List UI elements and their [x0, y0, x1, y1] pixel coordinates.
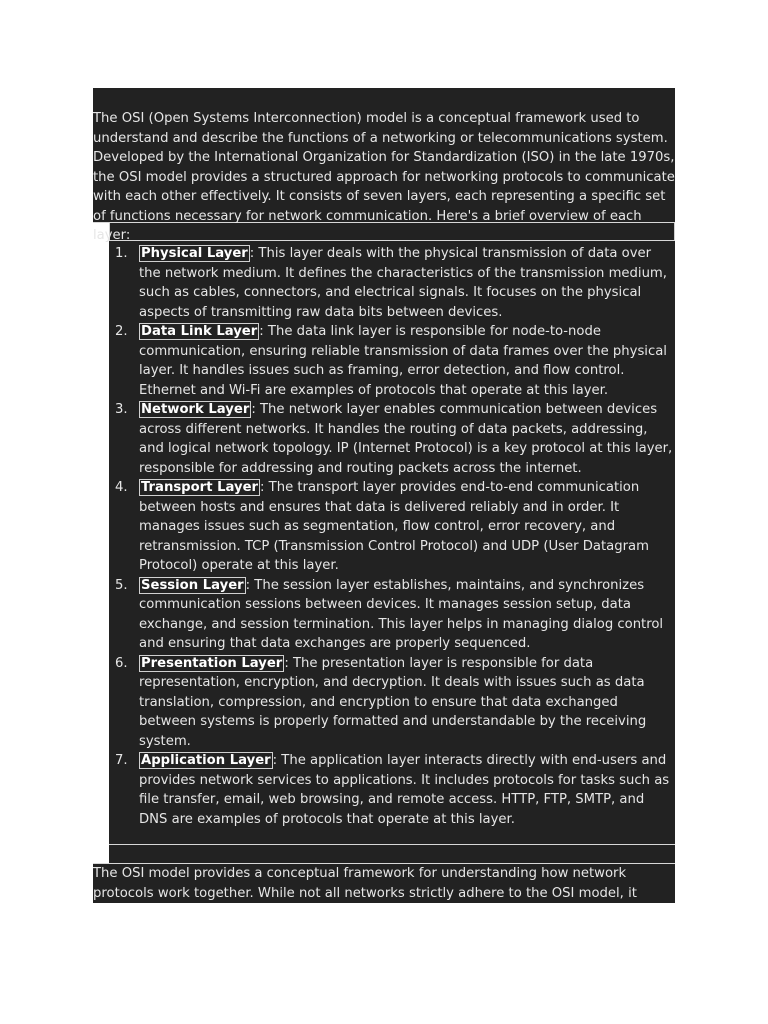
- intro-block: [93, 88, 675, 243]
- layers-list-block: [109, 240, 675, 845]
- item-number: 6.: [115, 655, 128, 671]
- layer-description: : The session layer establishes, maintains, and synchronizes communication sessions between devices. It manages session setup, data exchange, and session termination. This layer helps in managing dialog control and ensuring that data exchanges are properly sequenced.: [139, 577, 664, 651]
- item-number: 7.: [115, 753, 128, 768]
- item-number: 4.: [115, 480, 128, 495]
- layer-term: Session Layer: [141, 577, 244, 593]
- layer-description: : This layer deals with the physical transmission of data over the network medium. It defines the characteristics of the transmission medium, such as cables, connectors, and electrical signals. It focuses on the physical aspects of transmitting raw data bits between devices.: [139, 246, 667, 320]
- outro-block: [93, 863, 675, 903]
- list-item: [109, 244, 675, 322]
- layer-term: Physical Layer: [141, 246, 248, 261]
- item-number: 1.: [115, 246, 128, 261]
- layer-description: : The transport layer provides end-to-end communication between hosts and ensures that data is delivered reliably and in order. It manages issues such as segmentation, flow control, error recovery, and retransmission. TCP (Transmission Control Protocol) and UDP (User Datagram Protocol) operate at this layer.: [139, 480, 649, 573]
- layers-list: [109, 244, 675, 829]
- layer-description: : The network layer enables communication between devices across different networks. It handles the routing of data packets, addressing, and logical network topology. IP (Internet Protocol) is a key protocol at this layer, responsible for addressing and routing packets across the internet.: [139, 402, 673, 476]
- intro-paragraph: The OSI (Open Systems Interconnection) model is a conceptual framework used to understand and describe the functions of a networking or telecommunications system. Developed by the International Organization for Standardization (ISO) in the late 1970s, the OSI model provides a structured approach for networking protocols to communicate with each other effectively. It consists of seven layers, each representing a specific set of functions necessary for network communication. Here's a brief overview of each layer:: [93, 111, 675, 243]
- layer-description: : The application layer interacts directly with end-users and provides network services to applications. It includes protocols for tasks such as file transfer, email, web browsing, and remote access. HTTP, FTP, SMTP, and DNS are examples of protocols that operate at this layer.: [139, 753, 670, 827]
- spacer: [109, 845, 675, 863]
- list-item: [109, 576, 675, 654]
- layer-term: Application Layer: [141, 753, 271, 768]
- item-number: 5.: [115, 577, 128, 593]
- item-number: 3.: [115, 402, 128, 417]
- list-item: [109, 400, 675, 478]
- list-item: [109, 654, 675, 752]
- list-item: [109, 478, 675, 576]
- layer-term: Presentation Layer: [141, 655, 283, 671]
- item-number: 2.: [115, 324, 128, 339]
- list-item: [109, 751, 675, 829]
- layer-description: : The data link layer is responsible for node-to-node communication, ensuring reliable transmission of data frames over the physical layer. It handles issues such as framing, error detection, and flow control. Ethernet and Wi-Fi are examples of protocols that operate at this layer.: [139, 324, 667, 398]
- outro-paragraph: The OSI model provides a conceptual framework for understanding how network protocols work together. While not all networks strictly adhere to the OSI model, it: [93, 866, 637, 901]
- document-page: [93, 88, 675, 925]
- layer-term: Network Layer: [141, 402, 250, 417]
- layer-description: : The presentation layer is responsible for data representation, encryption, and decryption. It deals with issues such as data translation, compression, and encryption to ensure that data exchanged between systems is properly formatted and understandable by the receiving system.: [139, 655, 647, 749]
- layer-term: Transport Layer: [141, 480, 259, 495]
- list-item: [109, 322, 675, 400]
- layer-term: Data Link Layer: [141, 324, 258, 339]
